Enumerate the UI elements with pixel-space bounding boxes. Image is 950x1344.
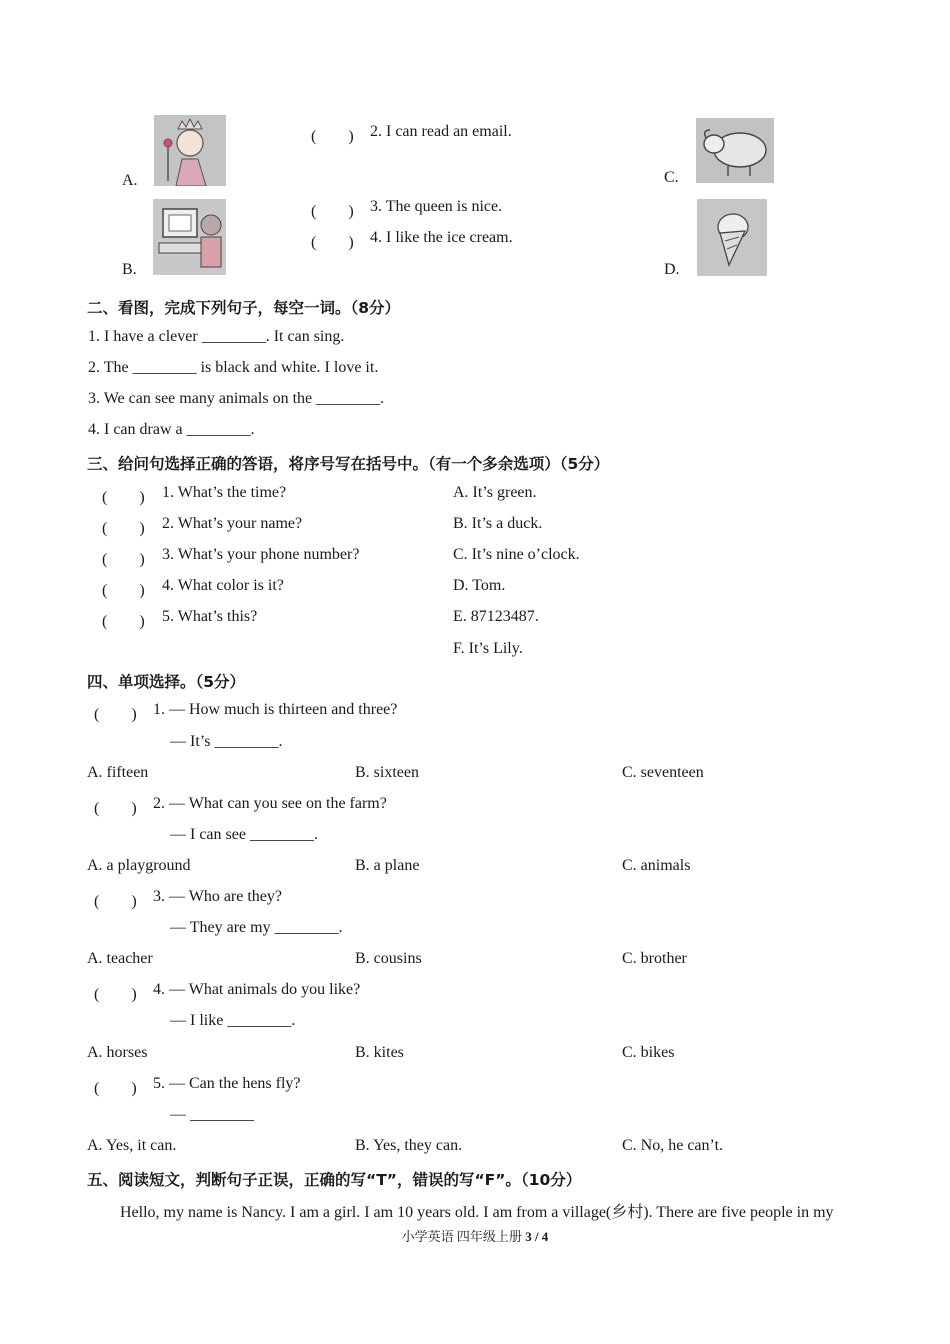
question-text: 4. I like the ice cream. xyxy=(370,229,513,246)
question-text: 3. What’s your phone number? xyxy=(162,546,360,563)
option-label-c: C. xyxy=(664,169,679,186)
choice-a: A. teacher xyxy=(87,950,153,967)
choice-a: A. Yes, it can. xyxy=(87,1137,177,1154)
computer-picture xyxy=(153,199,226,275)
answer-option: E. 87123487. xyxy=(453,608,539,625)
ice-cream-picture xyxy=(697,199,767,276)
answer-option: D. Tom. xyxy=(453,577,506,594)
choice-a: A. fifteen xyxy=(87,764,149,781)
answer-option: A. It’s green. xyxy=(453,484,537,501)
response-line: — I like ________. xyxy=(170,1012,296,1029)
question-text: 1. What’s the time? xyxy=(162,484,287,501)
question-text: 1. — How much is thirteen and three? xyxy=(153,701,398,718)
question-text: 3. — Who are they? xyxy=(153,888,282,905)
choice-c: C. bikes xyxy=(622,1044,675,1061)
fill-in-sentence: 1. I have a clever ________. It can sing. xyxy=(88,328,345,345)
option-label-b: B. xyxy=(122,261,137,278)
sheep-picture xyxy=(696,118,774,183)
answer-bracket[interactable]: ( ) xyxy=(94,986,137,1003)
answer-bracket[interactable]: ( ) xyxy=(102,551,145,568)
queen-picture xyxy=(154,115,226,186)
response-line: — It’s ________. xyxy=(170,733,283,750)
answer-bracket[interactable]: ( ) xyxy=(94,800,137,817)
question-text: 2. — What can you see on the farm? xyxy=(153,795,387,812)
answer-option: F. It’s Lily. xyxy=(453,640,523,657)
question-text: 5. What’s this? xyxy=(162,608,258,625)
choice-c: C. seventeen xyxy=(622,764,704,781)
fill-in-sentence: 2. The ________ is black and white. I love it. xyxy=(88,359,379,376)
option-label-d: D. xyxy=(664,261,680,278)
choice-a: A. a playground xyxy=(87,857,191,874)
answer-bracket[interactable]: ( ) xyxy=(94,1080,137,1097)
answer-bracket[interactable]: ( ) xyxy=(102,582,145,599)
response-line: — ________ xyxy=(170,1106,254,1123)
answer-bracket[interactable]: ( ) xyxy=(102,489,145,506)
fill-in-sentence: 4. I can draw a ________. xyxy=(88,421,255,438)
section-4-title: 四、单项选择。（5分） xyxy=(87,673,246,691)
choice-b: B. sixteen xyxy=(355,764,419,781)
reading-passage: Hello, my name is Nancy. I am a girl. I am 10 years old. I am from a village(乡村). There are five people in my xyxy=(120,1204,834,1221)
question-text: 2. What’s your name? xyxy=(162,515,303,532)
question-text: 3. The queen is nice. xyxy=(370,198,503,215)
answer-bracket[interactable]: ( ) xyxy=(102,520,145,537)
choice-a: A. horses xyxy=(87,1044,148,1061)
choice-c: C. brother xyxy=(622,950,687,967)
section-5-title: 五、阅读短文，判断句子正误，正确的写“T”，错误的写“F”。（10分） xyxy=(87,1171,582,1189)
answer-bracket[interactable]: ( ) xyxy=(94,706,137,723)
option-label-a: A. xyxy=(122,172,138,189)
section-2-title: 二、看图，完成下列句子，每空一词。（8分） xyxy=(87,299,401,317)
page-number: 3 / 4 xyxy=(525,1229,549,1244)
answer-bracket[interactable]: ( ) xyxy=(311,128,354,145)
footer-text: 小学英语 四年级上册 xyxy=(401,1229,522,1244)
choice-b: B. a plane xyxy=(355,857,420,874)
choice-c: C. animals xyxy=(622,857,691,874)
fill-in-sentence: 3. We can see many animals on the ________. xyxy=(88,390,385,407)
response-line: — They are my ________. xyxy=(170,919,343,936)
answer-option: B. It’s a duck. xyxy=(453,515,543,532)
answer-bracket[interactable]: ( ) xyxy=(311,234,354,251)
section-3-title: 三、给问句选择正确的答语，将序号写在括号中。（有一个多余选项）（5分） xyxy=(87,455,610,473)
choice-b: B. Yes, they can. xyxy=(355,1137,463,1154)
answer-bracket[interactable]: ( ) xyxy=(102,613,145,630)
question-text: 2. I can read an email. xyxy=(370,123,512,140)
choice-c: C. No, he can’t. xyxy=(622,1137,724,1154)
choice-b: B. kites xyxy=(355,1044,404,1061)
question-text: 5. — Can the hens fly? xyxy=(153,1075,301,1092)
choice-b: B. cousins xyxy=(355,950,422,967)
answer-option: C. It’s nine o’clock. xyxy=(453,546,580,563)
question-text: 4. — What animals do you like? xyxy=(153,981,361,998)
answer-bracket[interactable]: ( ) xyxy=(311,203,354,220)
question-text: 4. What color is it? xyxy=(162,577,284,594)
answer-bracket[interactable]: ( ) xyxy=(94,893,137,910)
page-footer xyxy=(0,1226,950,1245)
response-line: — I can see ________. xyxy=(170,826,318,843)
